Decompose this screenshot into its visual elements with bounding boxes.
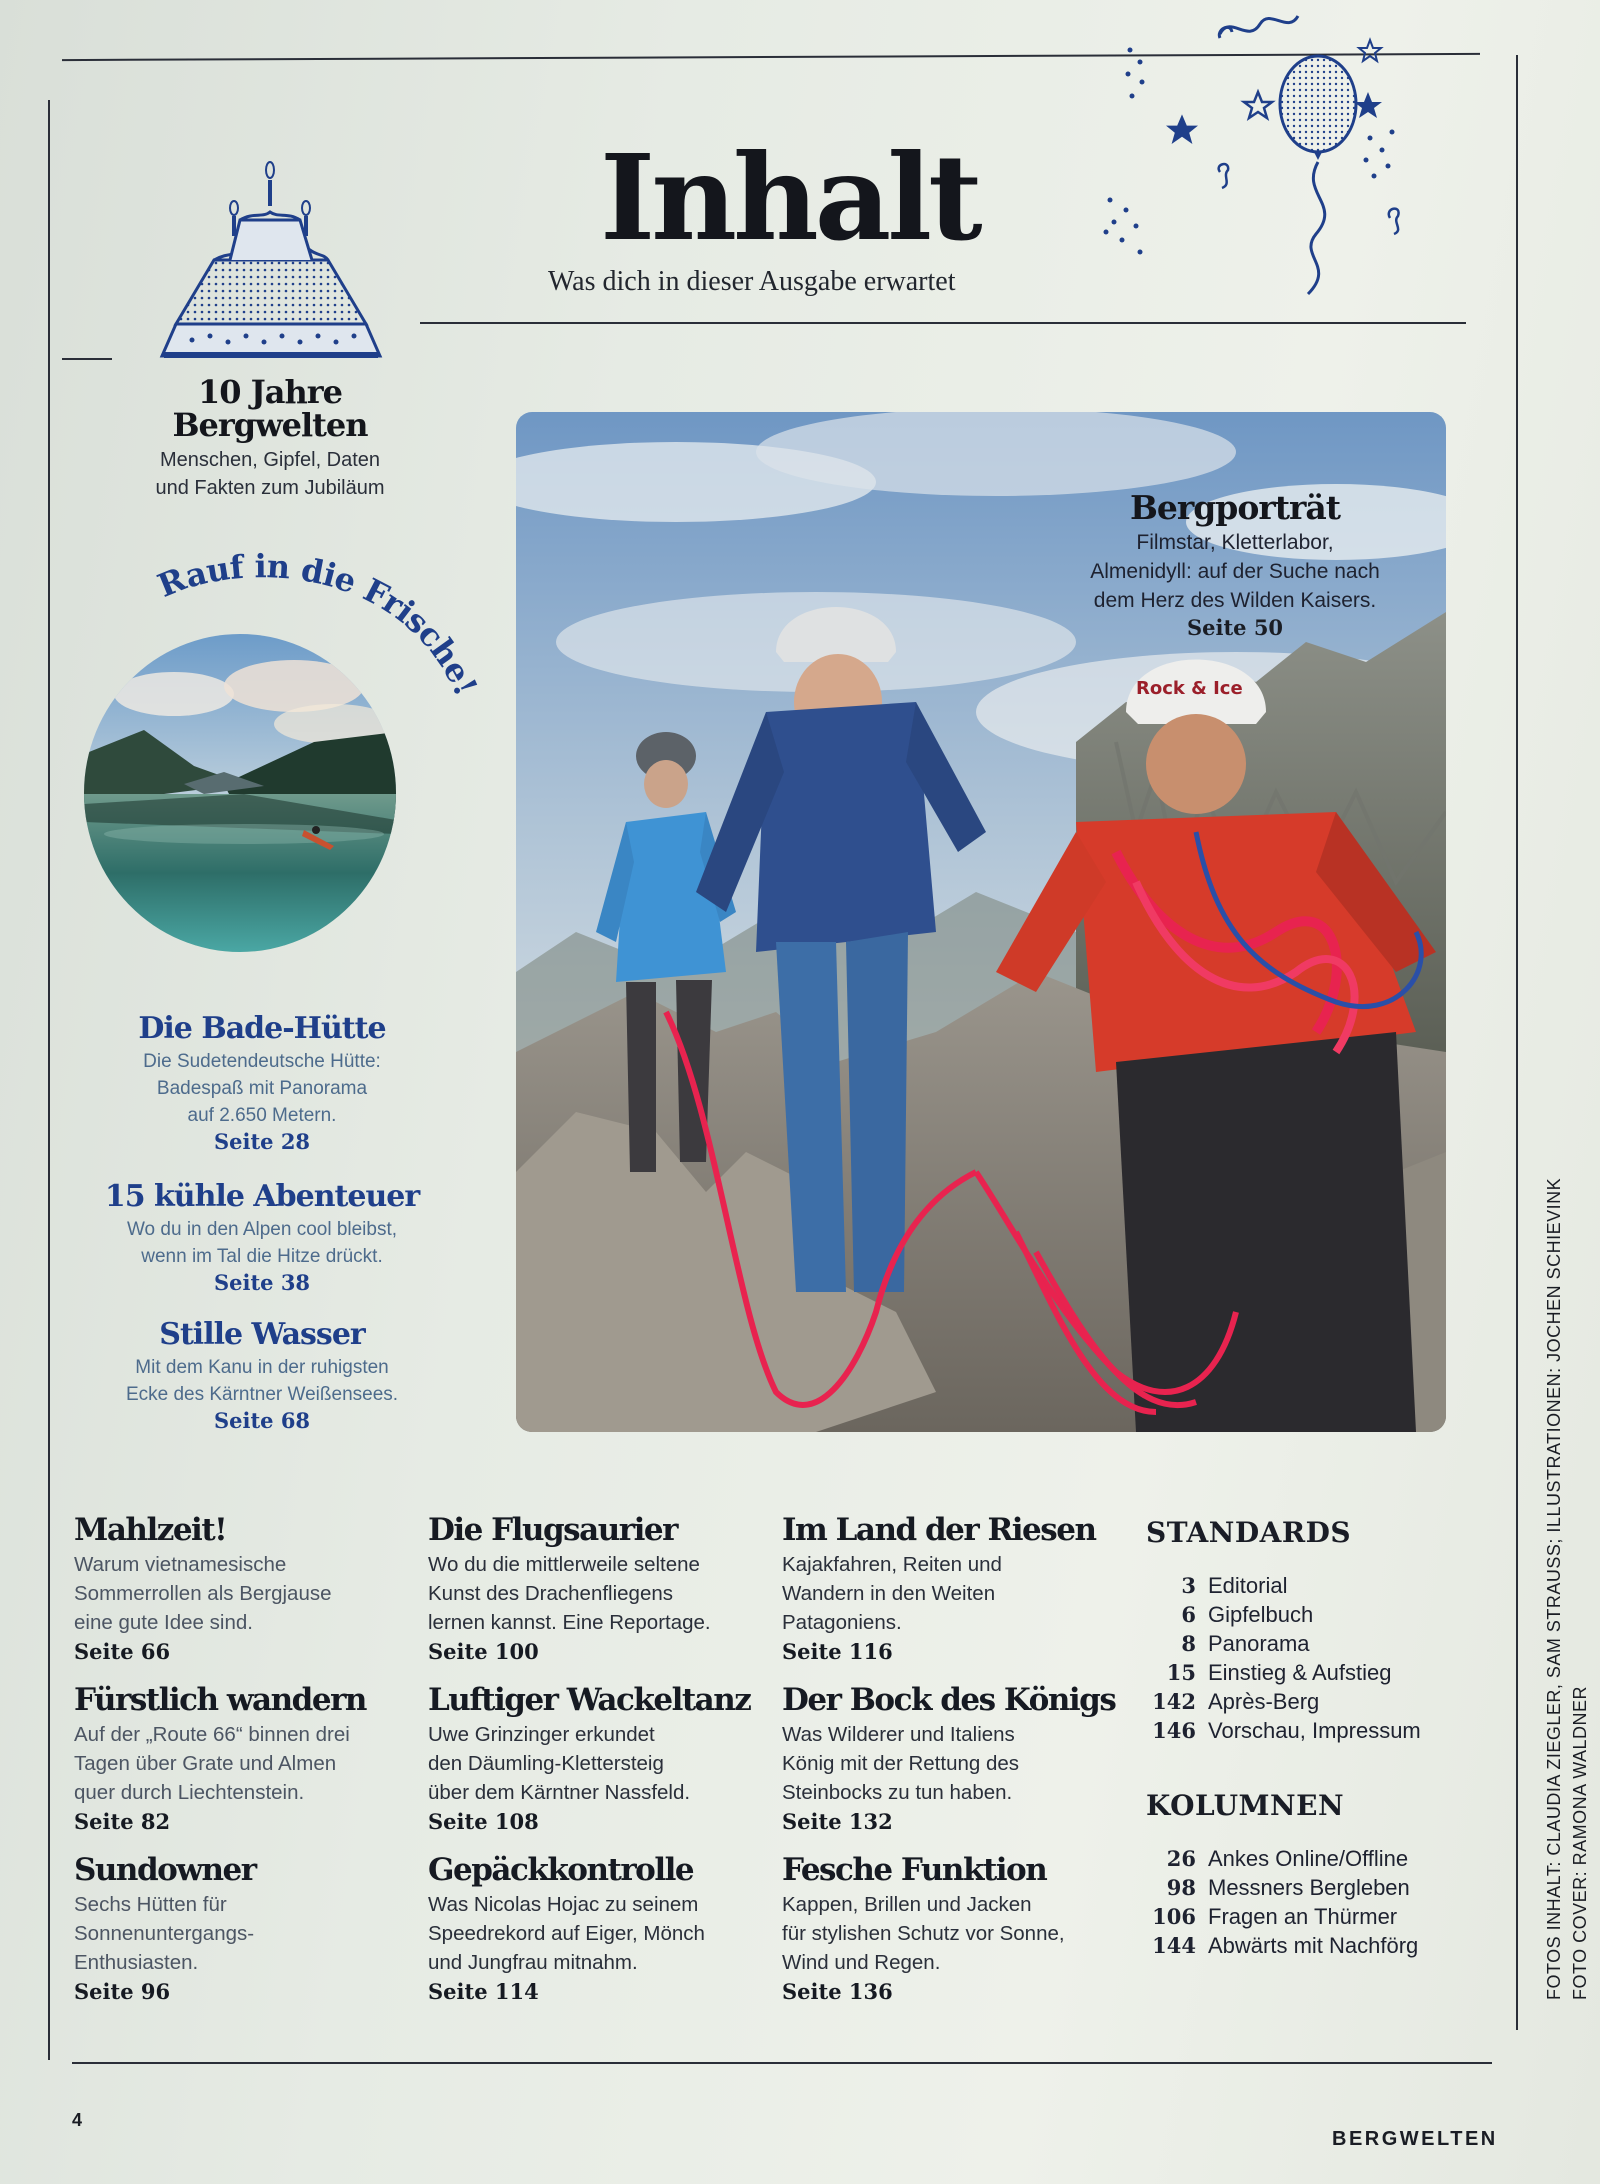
kolumnen-item-page: 26 — [1166, 1846, 1196, 1871]
toc-entry-line: Speedrekord auf Eiger, Mönch — [428, 1922, 705, 1945]
kolumnen-item-label: Ankes Online/Offline — [1208, 1846, 1409, 1871]
toc-entry — [74, 1512, 414, 1664]
toc-entry-title: Die Flugsaurier — [428, 1512, 677, 1548]
toc-column-2 — [428, 1512, 768, 2004]
summer-item-1-page: Seite 28 — [213, 1129, 311, 1154]
jubilee-desc-line2: und Fakten zum Jubiläum — [155, 477, 385, 499]
summer-item-3-line1: Mit dem Kanu in der ruhigsten — [135, 1357, 389, 1378]
standards-item-label: Einstieg & Aufstieg — [1208, 1660, 1392, 1685]
feature-line1: Filmstar, Kletterlabor, — [1136, 531, 1334, 554]
standards-item — [1146, 1600, 1486, 1629]
toc-entry-line: über dem Kärntner Nassfeld. — [428, 1781, 691, 1804]
toc-entry-page: Seite 66 — [74, 1639, 171, 1664]
toc-entry-line: Warum vietnamesische — [74, 1553, 287, 1576]
page-number: 4 — [72, 2110, 83, 2130]
kolumnen-item — [1146, 1873, 1486, 1902]
summer-item-3-line2: Ecke des Kärntner Weißensees. — [125, 1384, 399, 1405]
toc-entry-desc — [428, 1890, 768, 1977]
standards-item — [1146, 1571, 1486, 1600]
toc-entry-title: Der Bock des Königs — [782, 1682, 1116, 1718]
kolumnen-item — [1146, 1844, 1486, 1873]
page-subtitle: Was dich in dieser Ausgabe erwartet — [548, 266, 956, 297]
toc-entry-line: Enthusiasten. — [74, 1951, 199, 1974]
standards-item-page: 6 — [1181, 1602, 1196, 1627]
lake-kayak-image — [84, 634, 396, 952]
toc-entry — [74, 1852, 414, 2004]
toc-entry-desc — [74, 1890, 414, 1977]
toc-entry-line: Was Wilderer und Italiens — [782, 1723, 1015, 1746]
kolumnen-item — [1146, 1902, 1486, 1931]
toc-entry-line: Wandern in den Weiten — [782, 1582, 996, 1605]
summer-item-2 — [52, 1178, 472, 1295]
summer-item-1-title: Die Bade-Hütte — [138, 1011, 386, 1046]
standards-item-label: Après-Berg — [1208, 1689, 1320, 1714]
photo-credits — [1541, 1178, 1593, 2000]
toc-entry-title: Im Land der Riesen — [782, 1512, 1096, 1548]
toc-entry-line: eine gute Idee sind. — [74, 1611, 253, 1634]
toc-entry-line: Kunst des Drachenfliegens — [428, 1582, 674, 1605]
photo-credits-line1: FOTOS INHALT: CLAUDIA ZIEGLER, SAM STRAUSS; ILLUSTRATIONEN: JOCHEN SCHIEVINK — [1544, 1177, 1564, 2000]
standards-item-label: Vorschau, Impressum — [1208, 1718, 1421, 1743]
header-rule — [420, 322, 1466, 324]
toc-entry-line: Sommerrollen als Bergjause — [74, 1582, 332, 1605]
balloon-confetti-icon — [1070, 4, 1430, 304]
magazine-name: BERGWELTEN — [1332, 2128, 1498, 2150]
feature-line2: Almenidyll: auf der Suche nach — [1090, 560, 1380, 583]
kolumnen-item-page: 144 — [1152, 1933, 1196, 1958]
summer-item-2-line1: Wo du in den Alpen cool bleibst, — [126, 1219, 398, 1240]
toc-entry — [74, 1682, 414, 1834]
kolumnen-item-label: Messners Bergleben — [1208, 1875, 1410, 1900]
toc-entry-desc — [782, 1550, 1142, 1637]
jubilee-title-line1: 10 Jahre — [197, 373, 343, 411]
standards-item-label: Panorama — [1208, 1631, 1310, 1656]
kolumnen-item-label: Abwärts mit Nachförg — [1208, 1933, 1419, 1958]
jubilee-desc-line1: Menschen, Gipfel, Daten — [159, 449, 381, 471]
toc-entry-line: Wind und Regen. — [782, 1951, 941, 1974]
feature-page: Seite 50 — [1186, 615, 1284, 640]
toc-entry-line: König mit der Rettung des — [782, 1752, 1020, 1775]
toc-entry-page: Seite 116 — [782, 1639, 893, 1664]
toc-column-3 — [782, 1512, 1142, 2004]
toc-entry-title: Sundowner — [74, 1852, 256, 1888]
summer-item-2-line2: wenn im Tal die Hitze drückt. — [141, 1246, 383, 1267]
toc-entry-line: Steinbocks zu tun haben. — [782, 1781, 1013, 1804]
summer-item-3-page: Seite 68 — [213, 1408, 311, 1433]
standards-heading: STANDARDS — [1146, 1516, 1352, 1549]
toc-entry — [428, 1852, 768, 2004]
toc-entry-title: Fürstlich wandern — [74, 1682, 366, 1718]
page-title: Inhalt — [600, 128, 979, 267]
toc-entry-page: Seite 96 — [74, 1979, 171, 2004]
toc-entry-line: Tagen über Grate und Almen — [74, 1752, 337, 1775]
standards-item — [1146, 1658, 1486, 1687]
standards-item-page: 142 — [1152, 1689, 1196, 1714]
standards-item-page: 146 — [1152, 1718, 1196, 1743]
toc-entry-line: Sechs Hütten für — [74, 1893, 227, 1916]
toc-entry-line: Auf der „Route 66“ binnen drei — [74, 1723, 350, 1746]
toc-entry-line: Wo du die mittlerweile seltene — [428, 1553, 700, 1576]
standards-item-page: 15 — [1166, 1660, 1196, 1685]
kolumnen-item-label: Fragen an Thürmer — [1208, 1904, 1398, 1929]
toc-entry-title: Fesche Funktion — [782, 1852, 1047, 1888]
toc-entry-page: Seite 136 — [782, 1979, 893, 2004]
kolumnen-item-page: 106 — [1152, 1904, 1196, 1929]
toc-entry-line: lernen kannst. Eine Reportage. — [428, 1611, 711, 1634]
jubilee-title — [84, 373, 456, 444]
toc-entry — [428, 1512, 768, 1664]
feature-title: Bergporträt — [1129, 488, 1341, 527]
standards-item — [1146, 1716, 1486, 1745]
toc-entry-line: Uwe Grinzinger erkundet — [428, 1723, 655, 1746]
summer-item-2-page: Seite 38 — [213, 1270, 311, 1295]
birthday-cake-icon — [158, 156, 384, 362]
toc-entry-line: quer durch Liechtenstein. — [74, 1781, 305, 1804]
photo-credits-line2: FOTO COVER: RAMONA WALDNER — [1570, 1685, 1590, 2000]
toc-entry-line: und Jungfrau mitnahm. — [428, 1951, 638, 1974]
toc-entry-desc — [428, 1550, 768, 1637]
helmet-logo-text: Rock & Ice — [1136, 678, 1243, 699]
toc-entry-page: Seite 100 — [428, 1639, 539, 1664]
toc-entry-page: Seite 114 — [428, 1979, 539, 2004]
frame-bottom-rule — [72, 2062, 1492, 2064]
toc-entry-line: den Däumling-Klettersteig — [428, 1752, 664, 1775]
standards-item-label: Editorial — [1208, 1573, 1288, 1598]
jubilee-title-line2: Bergwelten — [172, 406, 368, 444]
jubilee-description — [84, 446, 456, 502]
feature-block — [1040, 488, 1430, 640]
toc-entry-desc — [74, 1550, 414, 1637]
toc-entry-desc — [782, 1720, 1142, 1807]
kolumnen-item-page: 98 — [1166, 1875, 1196, 1900]
standards-section — [1146, 1516, 1486, 1960]
toc-entry-line: Sonnenuntergangs- — [74, 1922, 255, 1945]
summer-item-1-line1: Die Sudetendeutsche Hütte: — [143, 1051, 381, 1072]
toc-entry-desc — [428, 1720, 768, 1807]
toc-entry-line: Was Nicolas Hojac zu seinem — [428, 1893, 699, 1916]
summer-item-2-title: 15 kühle Abenteuer — [104, 1179, 420, 1214]
summer-item-3-title: Stille Wasser — [159, 1317, 365, 1352]
toc-entry-title: Mahlzeit! — [74, 1512, 227, 1548]
toc-entry-title: Luftiger Wackeltanz — [428, 1682, 751, 1718]
toc-entry — [428, 1682, 768, 1834]
toc-entry-desc — [782, 1890, 1142, 1977]
kolumnen-item — [1146, 1931, 1486, 1960]
toc-entry-line: für stylishen Schutz vor Sonne, — [782, 1922, 1065, 1945]
summer-item-1 — [62, 1010, 462, 1154]
toc-entry-page: Seite 82 — [74, 1809, 171, 1834]
toc-entry-page: Seite 132 — [782, 1809, 893, 1834]
toc-entry-page: Seite 108 — [428, 1809, 539, 1834]
kolumnen-list — [1146, 1844, 1486, 1960]
standards-list — [1146, 1571, 1486, 1745]
summer-item-1-line3: auf 2.650 Metern. — [187, 1105, 337, 1126]
arc-label-text: Rauf in die Frische! — [152, 547, 485, 701]
kolumnen-heading: KOLUMNEN — [1146, 1789, 1345, 1822]
frame-right-rule — [1516, 55, 1518, 2030]
standards-item-page: 3 — [1181, 1573, 1196, 1598]
toc-entry — [782, 1512, 1142, 1664]
toc-entry-title: Gepäckkontrolle — [428, 1852, 694, 1888]
toc-entry-line: Kajakfahren, Reiten und — [782, 1553, 1002, 1576]
feature-line3: dem Herz des Wilden Kaisers. — [1093, 589, 1377, 612]
summer-item-1-line2: Badespaß mit Panorama — [156, 1078, 368, 1099]
header-rule-left — [62, 358, 112, 360]
toc-entry-desc — [74, 1720, 414, 1807]
summer-item-3 — [52, 1316, 472, 1433]
standards-item — [1146, 1629, 1486, 1658]
frame-left-rule — [48, 100, 50, 2060]
toc-entry-line: Patagoniens. — [782, 1611, 902, 1634]
toc-entry — [782, 1852, 1142, 2004]
toc-entry — [782, 1682, 1142, 1834]
toc-column-1 — [74, 1512, 414, 2004]
standards-item — [1146, 1687, 1486, 1716]
standards-item-page: 8 — [1181, 1631, 1196, 1656]
toc-entry-line: Kappen, Brillen und Jacken — [782, 1893, 1032, 1916]
standards-item-label: Gipfelbuch — [1208, 1602, 1314, 1627]
